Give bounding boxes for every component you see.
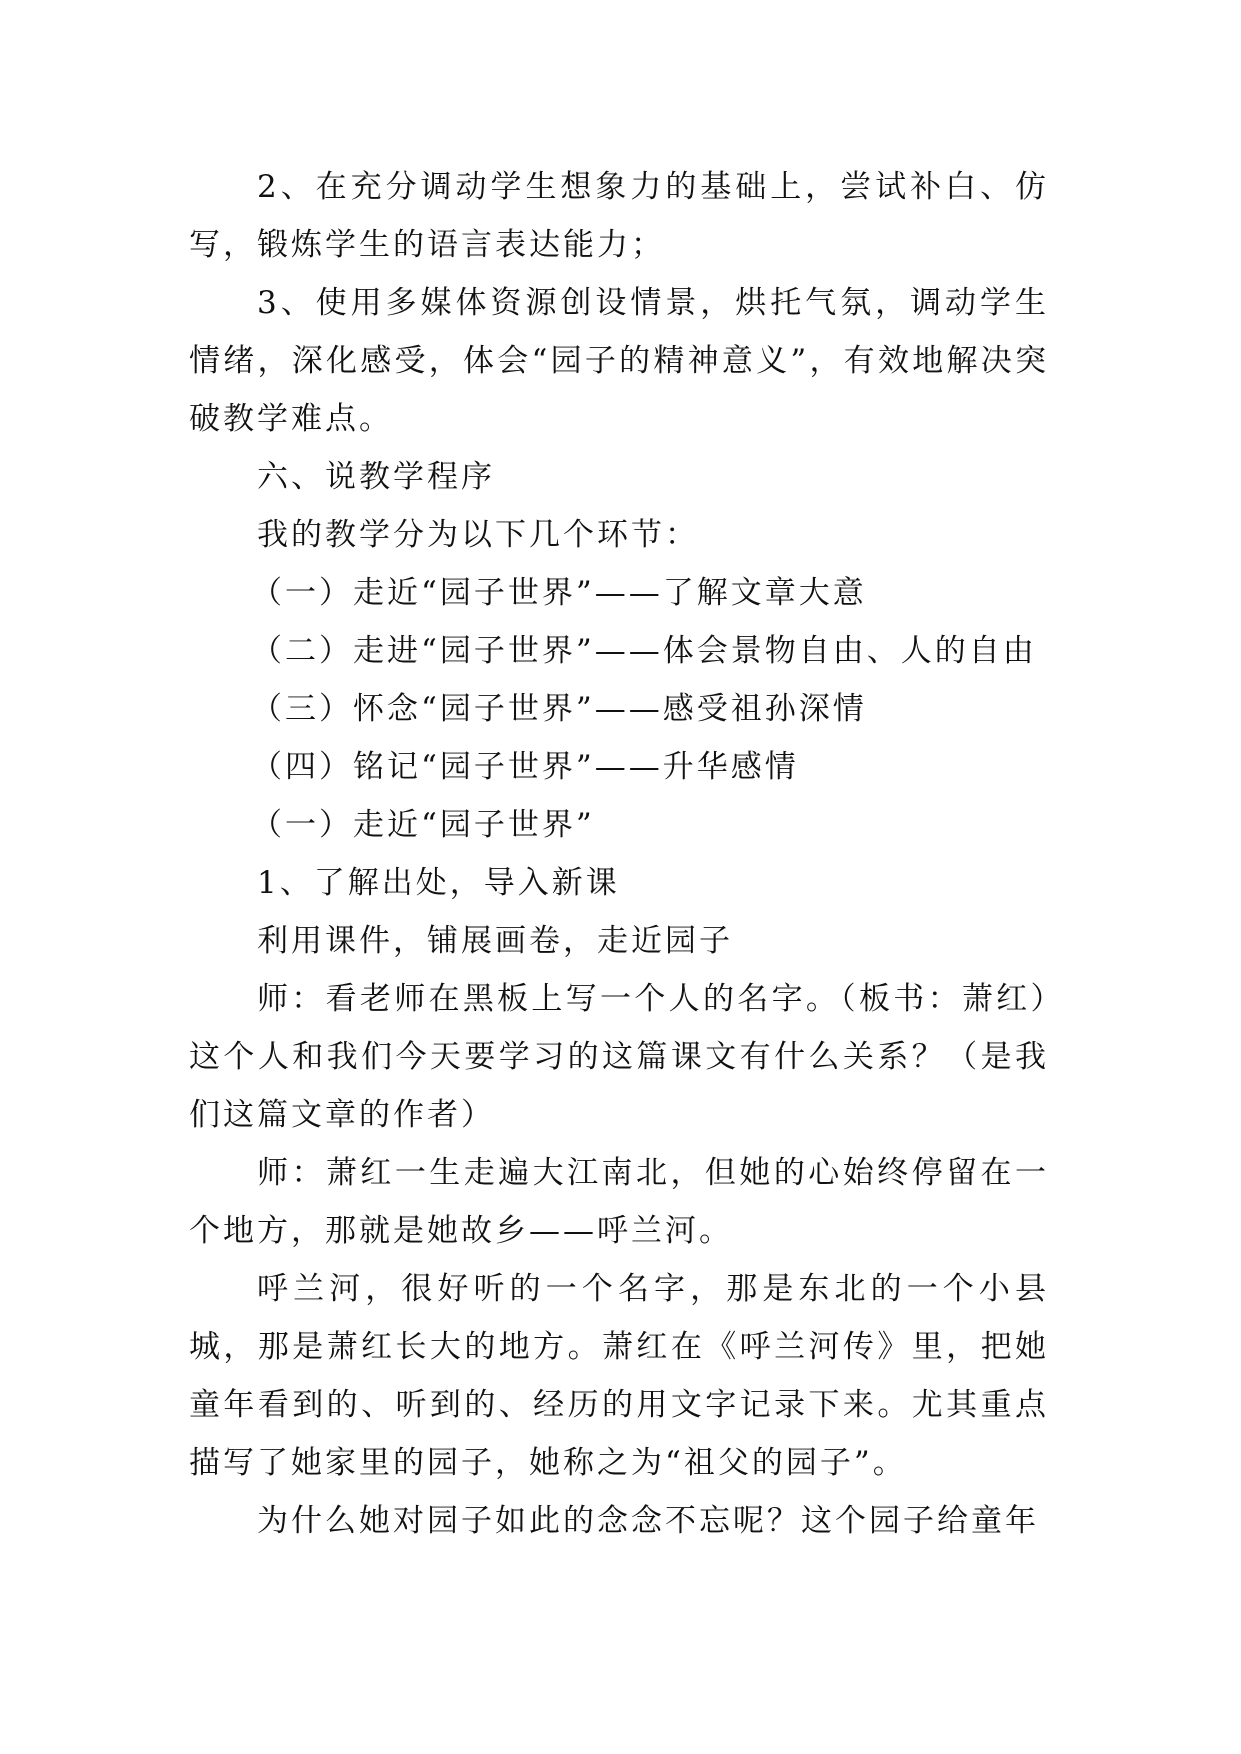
list-item-step-1: （一）走近“园子世界”——了解文章大意 <box>251 575 867 611</box>
paragraph-courseware: 利用课件，铺展画卷，走近园子 <box>257 923 733 959</box>
paragraph-teacher-1: 师：看老师在黑板上写一个人的名字。（板书：萧红）这个人和我们今天要学习的这篇课文有什么关系？（是我们这篇文章的作者） <box>189 981 1049 1133</box>
subheading-step-1: （一）走近“园子世界” <box>251 807 595 843</box>
section-heading-teaching-procedure: 六、说教学程序 <box>257 459 495 495</box>
list-item-step-3: （三）怀念“园子世界”——感受祖孙深情 <box>251 691 867 727</box>
paragraph-teacher-2: 师：萧红一生走遍大江南北，但她的心始终停留在一个地方，那就是她故乡——呼兰河。 <box>189 1155 1049 1249</box>
paragraph-goal-3: 3、使用多媒体资源创设情景，烘托气氛，调动学生情绪，深化感受，体会“园子的精神意义”，有效地解决突破教学难点。 <box>189 285 1049 437</box>
list-item-step-4: （四）铭记“园子世界”——升华感情 <box>251 749 799 785</box>
paragraph-hulan-river: 呼兰河，很好听的一个名字，那是东北的一个小县城，那是萧红长大的地方。萧红在《呼兰河传》里，把她童年看到的、听到的、经历的用文字记录下来。尤其重点描写了她家里的园子，她称之为“祖父的园子”。 <box>189 1271 1049 1481</box>
list-item-step-2: （二）走进“园子世界”——体会景物自由、人的自由 <box>251 633 1037 669</box>
paragraph-source-intro: 1、了解出处，导入新课 <box>257 865 620 901</box>
paragraph-goal-2: 2、在充分调动学生想象力的基础上，尝试补白、仿写，锻炼学生的语言表达能力； <box>189 169 1049 263</box>
document-body <box>189 158 1049 1550</box>
paragraph-question: 为什么她对园子如此的念念不忘呢？这个园子给童年 <box>257 1503 1039 1539</box>
paragraph-intro-steps: 我的教学分为以下几个环节： <box>257 517 699 553</box>
